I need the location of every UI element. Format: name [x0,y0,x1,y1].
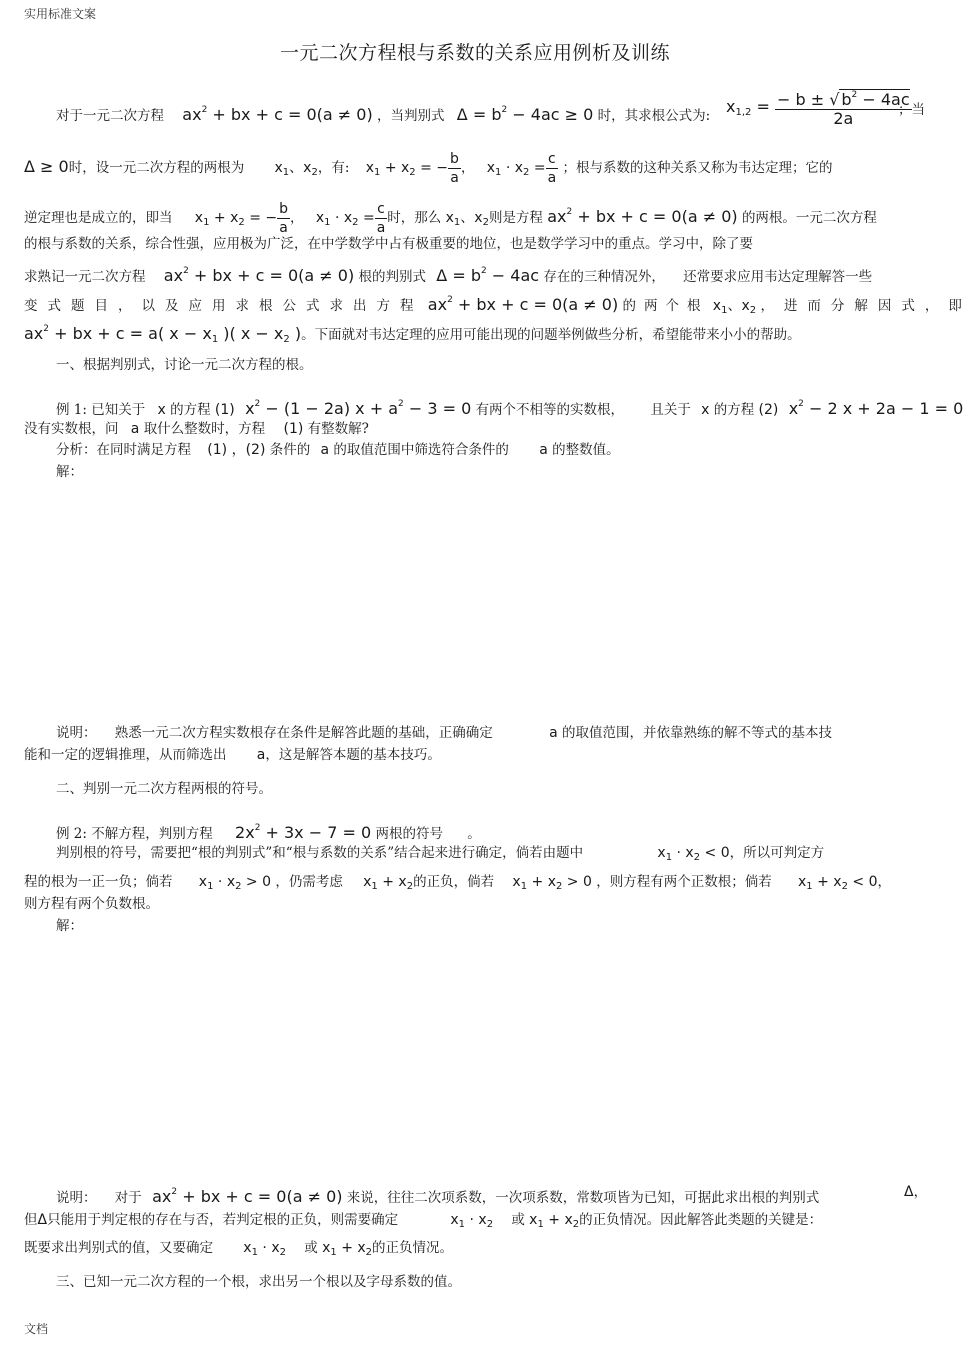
section-1-heading: 一、根据判别式，讨论一元二次方程的根。 [56,357,313,373]
example-2-solution-label: 解： [56,918,83,934]
section-2-heading: 二、判别一元二次方程两根的符号。 [56,781,272,797]
example-2-note-line-1: 说明： 对于 $ax^2$ + bx + c = 0(a ≠ 0) 来说，往往二次项系数，一次项系数，常数项皆为已知，可据此求出根的判别式 [56,1187,820,1206]
page-header: 实用标准文案 [24,7,97,21]
intro-line-4: 的根与系数的关系，综合性强，应用极为广泛，在中学数学中占有极重要的地位，也是数学学习中的重点。学习中，除了要 [24,236,753,252]
example-1-analysis: 分析：在同时满足方程 (1) ，(2) 条件的 a 的取值范围中筛选符合条件的 a 的整数值。 [56,442,620,458]
intro-line-2: Δ ≥ 0时，设一元二次方程的两根为 $x_1$、$x_2$，有: $x_1 + x_2$ = − $\frac{b}{a}$ ， $x_1 \cdot x_2$ = $\frac{c}{a}$ ；根与系数的这种关系又称为韦达定理；它的 [24,151,833,186]
example-2-para-line-1: 判别根的符号，需要把“根的判别式”和“根与系数的关系”结合起来进行确定，倘若由题中 $x_1 \cdot x_2 < 0$，所以可判定方 [56,845,825,863]
example-1-line-2: 没有实数根，问 a 取什么整数时，方程 (1) 有整数解? [24,421,369,437]
delta-symbol: Δ， [904,1184,928,1200]
example-1-note-line-1: 说明： 熟悉一元二次方程实数根存在条件是解答此题的基础，正确确定 a 的取值范围，并依靠熟练的解不等式的基本技 [56,725,832,741]
intro-line-7: $ax^2$ + bx + c = a( $x - x_1$ )( $x - x_2$ )。下面就对韦达定理的应用可能出现的问题举例做些分析，希望能带来小小的帮助。 [24,324,801,345]
page-title: 一元二次方程根与系数的关系应用例析及训练 [279,42,670,64]
example-2-note-line-2: 但Δ只能用于判定根的存在与否，若判定根的正负，则需要确定 $x_1 \cdot x_2$ 或 $x_1 + x_2$的正负情况。因此解答此类题的关键是： [24,1212,823,1230]
example-1-line-1: 例 1: 已知关于 x 的方程 (1) $x^2 - (1 - 2a) x + a^2 - 3 = 0$ 有两个不相等的实数根， 且关于 x 的方程 (2) $x^2 - 2$ x + 2a − 1 = 0 [56,399,964,418]
intro-line-1: 对于一元二次方程 $ax^2$ + bx + c = 0(a ≠ 0) ，当判别式 $\Delta = b^2 - 4ac \ge 0$ 时，其求根公式为: [56,105,711,124]
section-3-heading: 三、已知一元二次方程的一个根，求出另一个根以及字母系数的值。 [56,1274,461,1290]
example-2-note-line-3: 既要求出判别式的值，又要确定 $x_1 \cdot x_2$ 或 $x_1 + x_2$的正负情况。 [24,1240,454,1258]
page-footer: 文档 [24,1322,49,1336]
example-1-note-line-2: 能和一定的逻辑推理，从而筛选出 a，这是解答本题的基本技巧。 [24,747,441,763]
example-2-line: 例 2: 不解方程，判别方程 $2x^2 + 3x - 7 = 0$ 两根的符号 。 [56,823,481,842]
example-2-para-line-3: 则方程有两个负数根。 [24,896,159,912]
example-1-solution-label: 解： [56,464,83,480]
intro-line-5: 求熟记一元二次方程 $ax^2$ + bx + c = 0(a ≠ 0) 根的判别式 $\Delta = b^2 - 4ac$ 存在的三种情况外， 还常要求应用韦达定理解答一些 [24,266,873,285]
intro-line-1-end: ；当 [898,102,925,118]
quadratic-formula: $x_{1,2}$ = $\frac{- b \pm √ b^2 - 4ac}{2a}$ [726,86,912,128]
example-2-para-line-2: 程的根为一正一负；倘若 $x_1 \cdot x_2 > 0$ ，仍需考虑 $x_1 + x_2$的正负，倘若 $x_1 + x_2 > 0$ ，则方程有两个正数根；倘若 $x_1 + x_2 < 0$， [24,874,892,892]
intro-line-3: 逆定理也是成立的，即当 $x_1 + x_2$ = − $\frac{b}{a}$ ， $x_1 \cdot x_2$ = $\frac{c}{a}$ 时，那么 $x_1$、$x_2$则是方程 $ax^2$ + bx + c = 0(a ≠ 0) 的两根。一元二次方程 [24,201,877,236]
intro-line-6: 变式题目，以及应用求根公式求出方程 $ax^2$ + bx + c = 0(a ≠ 0) 的两个根 $x_1$、$x_2$ ，进而分解因式，即 [24,295,972,316]
